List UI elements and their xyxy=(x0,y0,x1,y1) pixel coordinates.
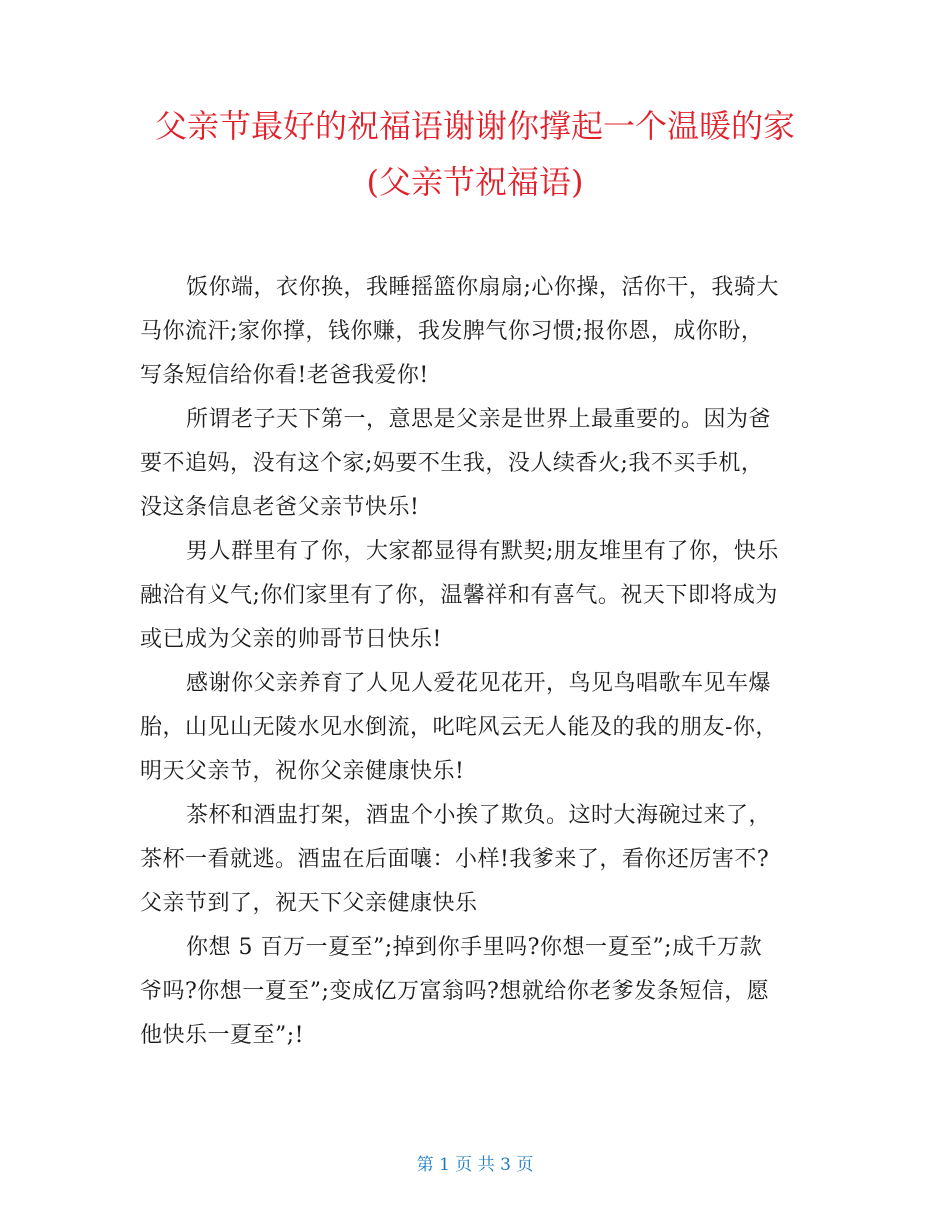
paragraph-line: 马你流汗;家你撑，钱你赚，我发脾气你习惯;报你恩，成你盼， xyxy=(140,319,764,344)
paragraph-line: 胎，山见山无陵水见水倒流，叱咤风云无人能及的我的朋友-你， xyxy=(140,715,778,740)
title-line-1: 父亲节最好的祝福语谢谢你撑起一个温暖的家 xyxy=(154,107,795,145)
paragraph-line: 饭你端，衣你换，我睡摇篮你扇扇;心你操，活你干，我骑大 xyxy=(186,275,779,300)
paragraph-line: 他快乐一夏至”;! xyxy=(140,1023,305,1048)
title-line-2: (父亲节祝福语) xyxy=(366,163,584,201)
paragraph-line: 或已成为父亲的帅哥节日快乐! xyxy=(140,627,442,652)
paragraph-line: 要不追妈，没有这个家;妈要不生我，没人续香火;我不买手机， xyxy=(140,451,764,476)
paragraph-1 xyxy=(140,266,808,398)
paragraph-line: 父亲节到了，祝天下父亲健康快乐 xyxy=(140,891,478,916)
paragraph-4 xyxy=(140,662,808,794)
paragraph-6 xyxy=(140,926,808,1058)
paragraph-line: 茶杯和酒盅打架，酒盅个小挨了欺负。这时大海碗过来了， xyxy=(186,803,772,828)
paragraph-line: 没这条信息老爸父亲节快乐! xyxy=(140,495,420,520)
paragraph-5 xyxy=(140,794,808,926)
paragraph-2 xyxy=(140,398,808,530)
page-number-footer: 第 1 页 共 3 页 xyxy=(416,1155,534,1175)
paragraph-line: 男人群里有了你，大家都显得有默契;朋友堆里有了你，快乐 xyxy=(186,539,779,564)
paragraph-3 xyxy=(140,530,808,662)
paragraph-line: 爷吗?你想一夏至”;变成亿万富翁吗?想就给你老爹发条短信，愿 xyxy=(140,979,770,1004)
document-body xyxy=(140,266,808,1058)
paragraph-line: 你想 5 百万一夏至”;掉到你手里吗?你想一夏至”;成千万款 xyxy=(186,935,763,960)
paragraph-line: 所谓老子天下第一，意思是父亲是世界上最重要的。因为爸 xyxy=(186,407,772,432)
paragraph-line: 写条短信给你看!老爸我爱你! xyxy=(140,363,429,388)
paragraph-line: 感谢你父亲养育了人见人爱花见花开，鸟见鸟唱歌车见车爆 xyxy=(186,671,772,696)
paragraph-line: 茶杯一看就逃。酒盅在后面嚷：小样!我爹来了，看你还厉害不? xyxy=(140,847,770,872)
document-title xyxy=(100,98,850,210)
paragraph-line: 融洽有义气;你们家里有了你，温馨祥和有喜气。祝天下即将成为 xyxy=(140,583,778,608)
paragraph-line: 明天父亲节，祝你父亲健康快乐! xyxy=(140,759,465,784)
